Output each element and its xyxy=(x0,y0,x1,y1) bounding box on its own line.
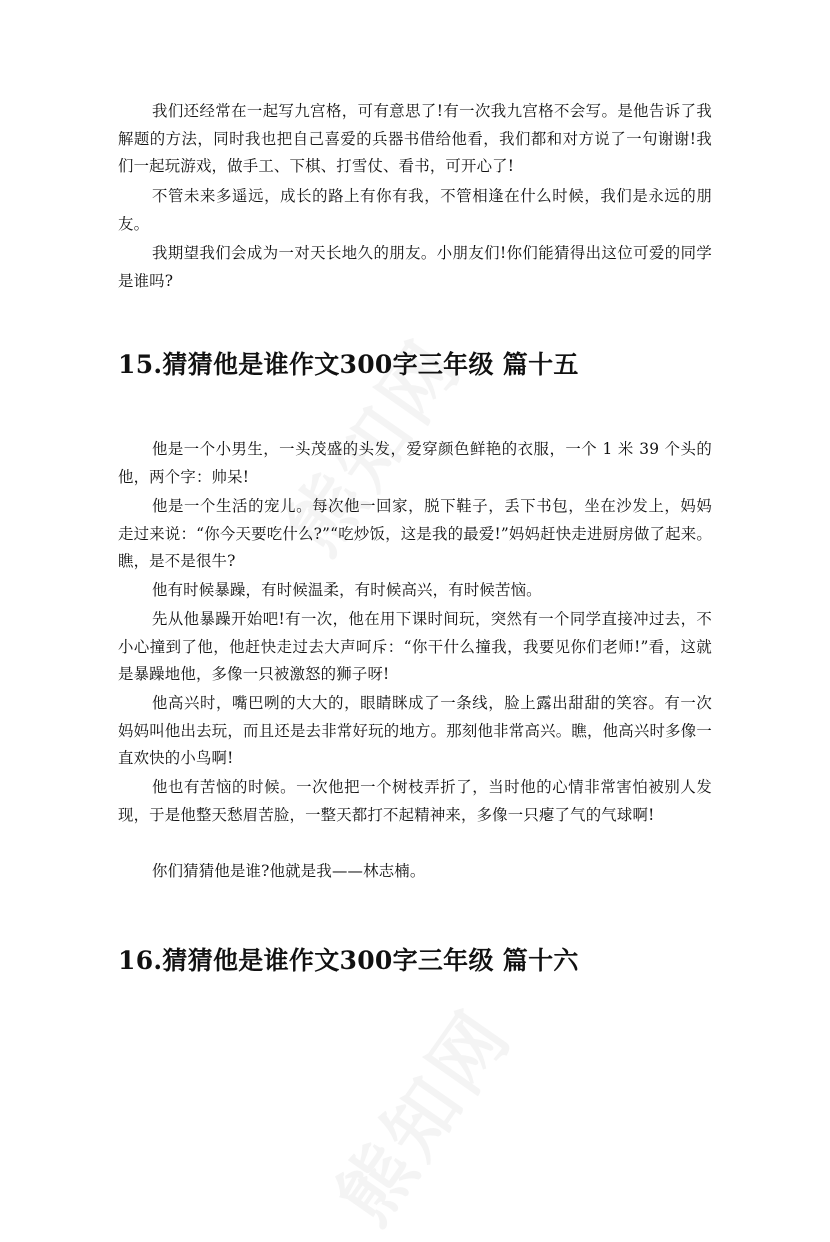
paragraph: 他是一个生活的宠儿。每次他一回家，脱下鞋子，丢下书包，坐在沙发上，妈妈走过来说：“你今天要吃什么?”“吃炒饭，这是我的最爱!”妈妈赶快走进厨房做了起来。瞧，是不是很牛? xyxy=(118,497,712,570)
paragraph: 你们猜猜他是谁?他就是我——林志楠。 xyxy=(152,862,426,880)
paragraph: 他是一个小男生，一头茂盛的头发，爱穿颜色鲜艳的衣服，一个 1 米 39 个头的他，两个字：帅呆! xyxy=(118,440,712,486)
watermark xyxy=(308,984,532,1241)
paragraph: 先从他暴躁开始吧!有一次，他在用下课时间玩，突然有一个同学直接冲过去，不小心撞到了他，他赶快走过去大声呵斥：“你干什么撞我，我要见你们老师!”看，这就是暴躁地他，多像一只被激怒的狮子呀! xyxy=(118,610,712,683)
paragraph: 他高兴时，嘴巴咧的大大的，眼睛眯成了一条线，脸上露出甜甜的笑容。有一次妈妈叫他出去玩，而且还是去非常好玩的地方。那刻他非常高兴。瞧，他高兴时多像一直欢快的小鸟啊! xyxy=(118,694,712,767)
section-heading: 16.猜猜他是谁作文300字三年级 篇十六 xyxy=(118,946,579,975)
paragraph: 他有时候暴躁，有时候温柔，有时候高兴，有时候苦恼。 xyxy=(152,581,542,599)
section-heading: 15.猜猜他是谁作文300字三年级 篇十五 xyxy=(118,350,579,379)
paragraph: 他也有苦恼的时候。一次他把一个树枝弄折了，当时他的心情非常害怕被别人发现，于是他整天愁眉苦脸，一整天都打不起精神来，多像一只瘪了气的气球啊! xyxy=(118,778,712,824)
paragraph: 我期望我们会成为一对天长地久的朋友。小朋友们!你们能猜得出这位可爱的同学是谁吗? xyxy=(118,244,712,290)
paragraph: 我们还经常在一起写九宫格，可有意思了!有一次我九宫格不会写。是他告诉了我解题的方法，同时我也把自己喜爱的兵器书借给他看，我们都和对方说了一句谢谢!我们一起玩游戏，做手工、下棋、打雪仗、看书，可开心了! xyxy=(118,102,712,175)
paragraph: 不管未来多遥远，成长的路上有你有我，不管相逢在什么时候，我们是永远的朋友。 xyxy=(118,187,712,233)
